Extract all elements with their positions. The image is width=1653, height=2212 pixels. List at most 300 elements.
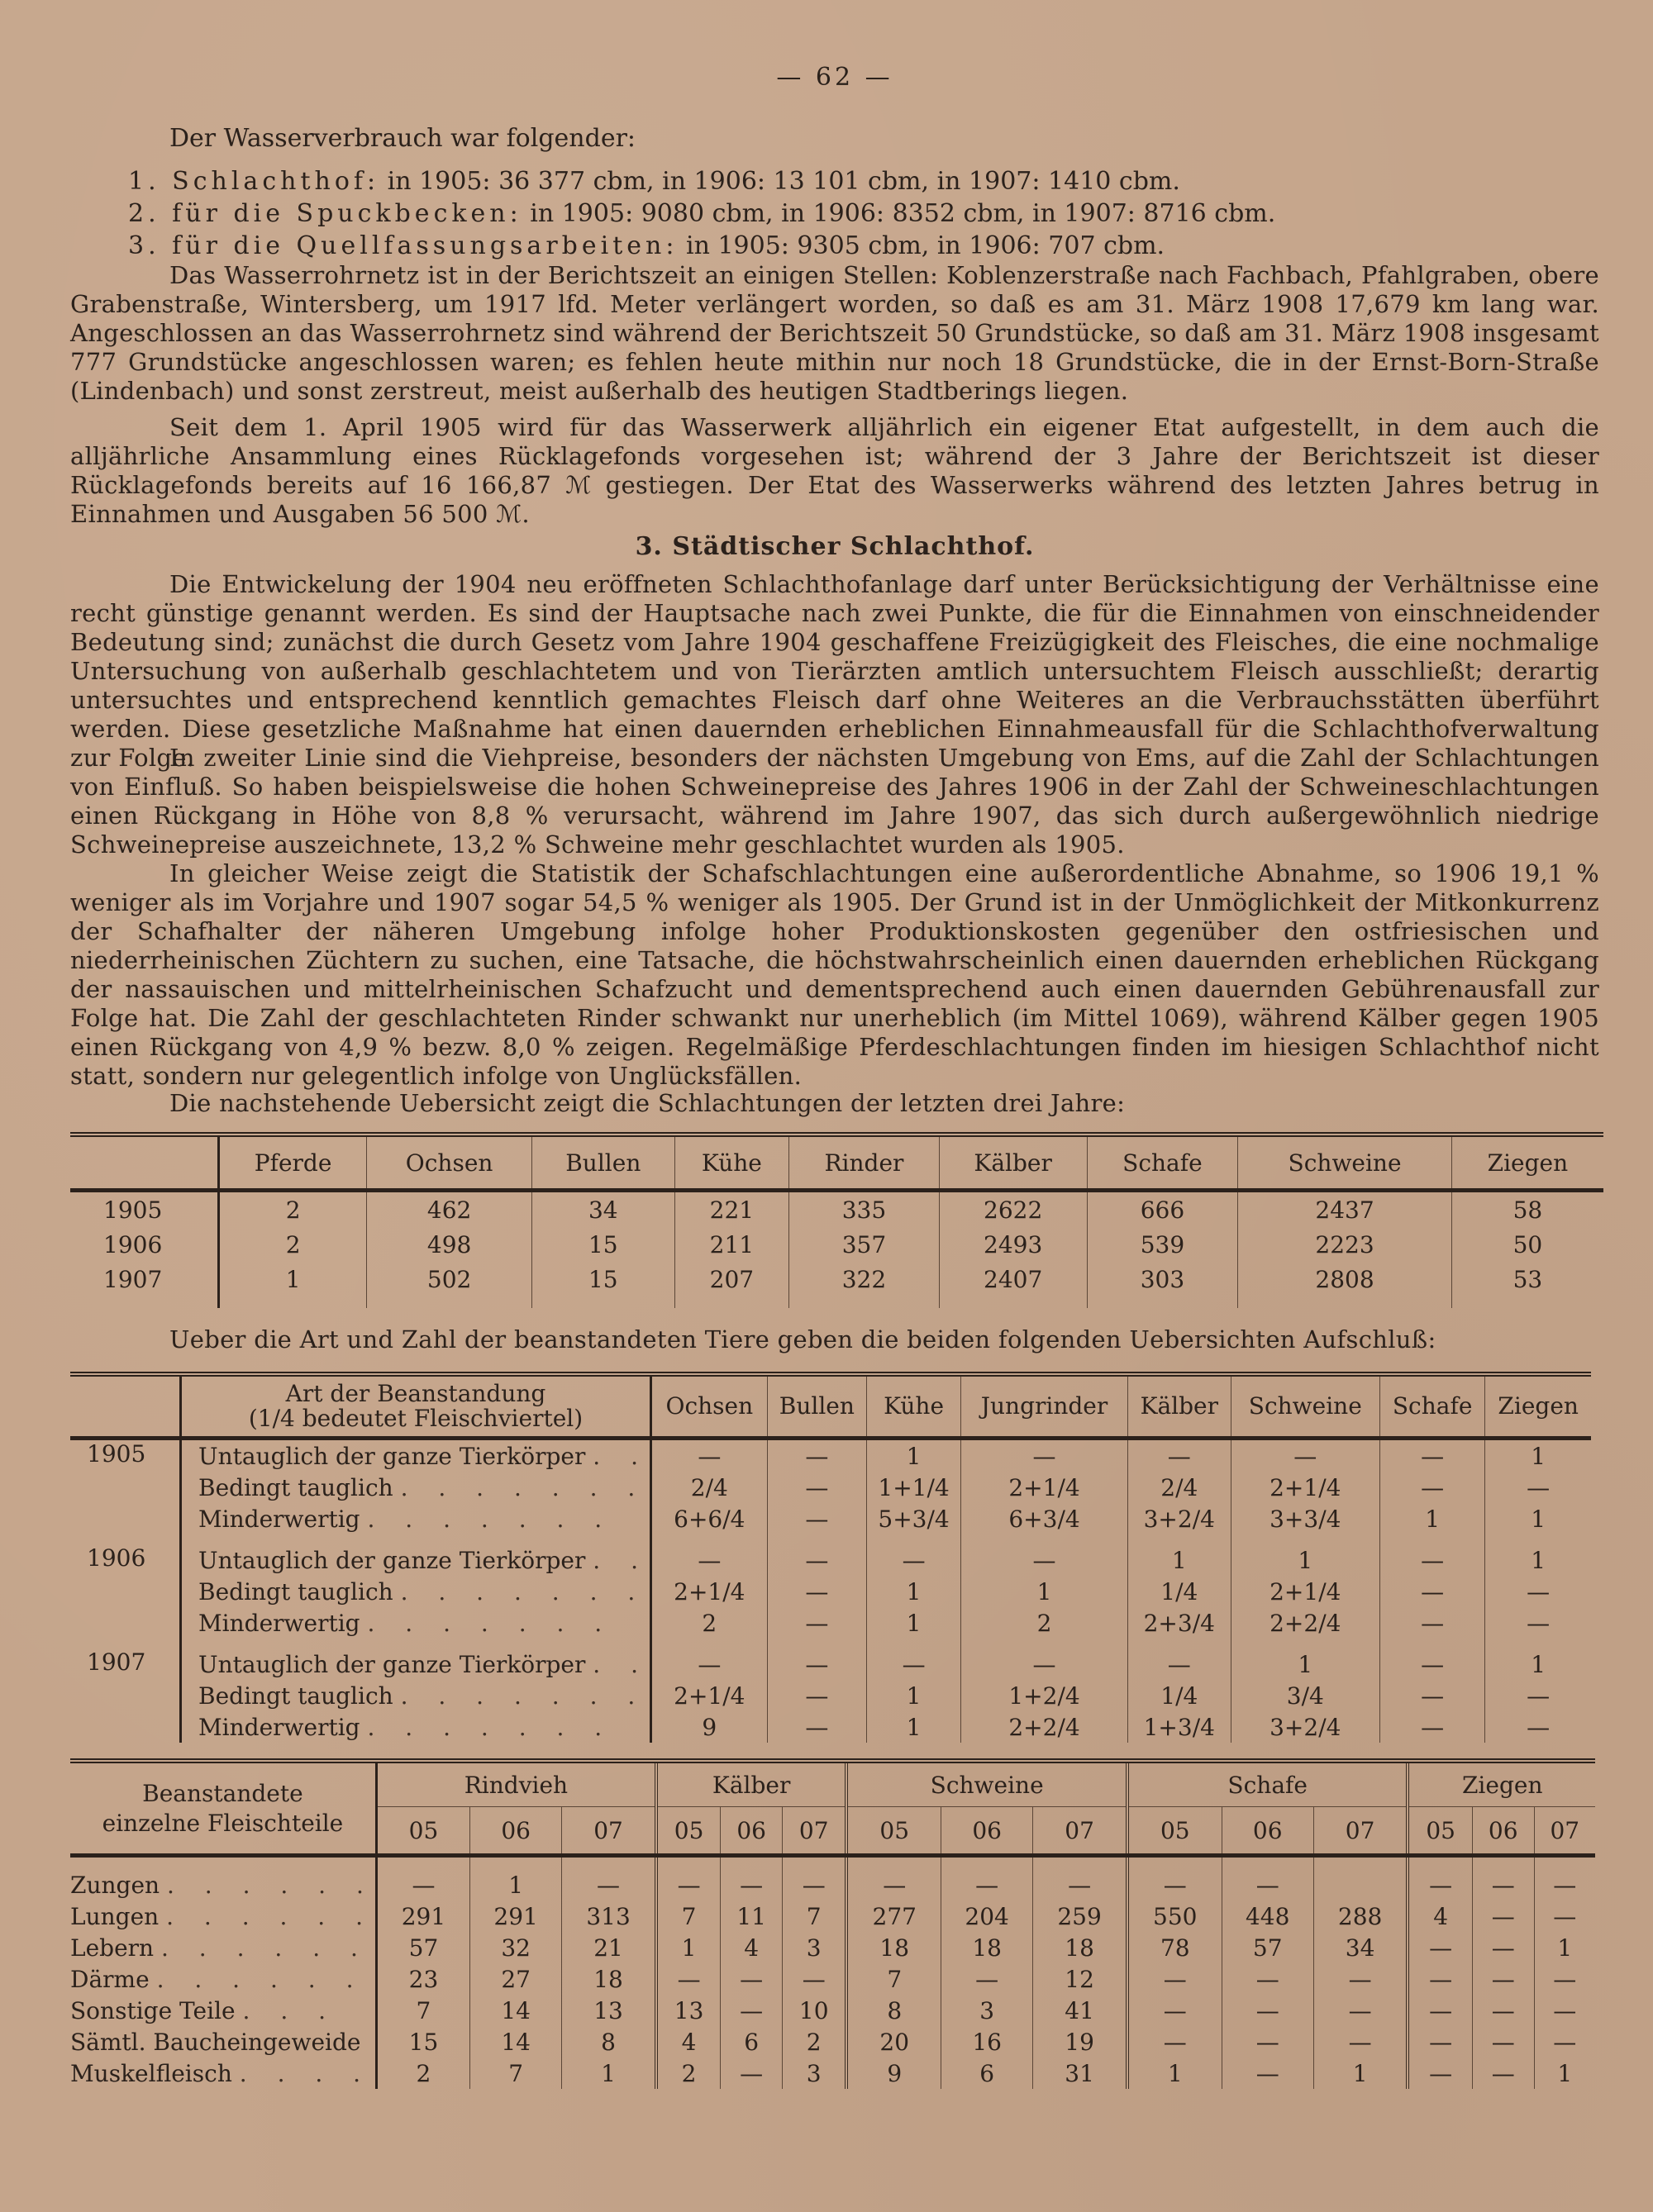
leader-dots: . . . bbox=[242, 1996, 338, 2024]
value-cell: — bbox=[1472, 1932, 1534, 1963]
paragraph-slaughterhouse-development: Die Entwickelung der 1904 neu eröffneten Schlachthofanlage darf unter Berücksichtigung der Verhältnisse eine recht günstige genannt werden. Es sind der Hauptsache nach zwei Punkte, die für die Einnahmen von einschneidender Bedeutung sind; zunächst die durch Gesetz vom Jahre 1904 geschaffene Freizügigkeit des Fleisches, die eine nochmalige Untersuchung von außerhalb geschlachtetem und von Tierärzten amtlich untersuchtem Fleisch ausschließt; derartig untersuchtes und entsprechend kenntlich gemachtes Fleisch darf ohne Weiteres an die Verbrauchsstätten überführt werden. Diese gesetzliche Maßnahme hat einen dauernden erheblichen Einnahmeausfall für die Schlachthofverwaltung zur Folge. bbox=[70, 570, 1599, 772]
year-subheader: 06 bbox=[470, 1807, 562, 1856]
value-cell: 11 bbox=[721, 1900, 783, 1932]
value-cell: — bbox=[721, 2057, 783, 2089]
value-cell: — bbox=[961, 1544, 1128, 1576]
value-cell: 7 bbox=[846, 1963, 941, 1995]
value-cell: — bbox=[1472, 2026, 1534, 2057]
column-header: Kälber bbox=[1127, 1374, 1231, 1439]
value-cell: — bbox=[867, 1544, 961, 1576]
value-cell: 1+1/4 bbox=[867, 1472, 961, 1503]
slaughter-table bbox=[70, 1132, 1603, 1308]
value-cell: 8 bbox=[562, 2026, 656, 2057]
value-cell: 303 bbox=[1087, 1262, 1238, 1308]
value-cell: 277 bbox=[846, 1900, 941, 1932]
meat-part-cell bbox=[70, 2026, 376, 2057]
year-subheader: 06 bbox=[1472, 1807, 1534, 1856]
rejected-meat-parts-table bbox=[70, 1758, 1595, 2089]
value-cell: — bbox=[721, 1856, 783, 1901]
value-cell: — bbox=[721, 1995, 783, 2026]
table-row bbox=[70, 1439, 1591, 1472]
year-subheader: 06 bbox=[941, 1807, 1033, 1856]
value-cell: — bbox=[376, 1856, 469, 1901]
rejection-type-label: Untauglich der ganze Tierkörper bbox=[198, 1546, 586, 1574]
value-cell: 27 bbox=[470, 1963, 562, 1995]
meat-part-header: Beanstandete einzelne Fleischteile bbox=[70, 1761, 376, 1856]
spacer-cell bbox=[961, 1639, 1128, 1648]
value-cell: 291 bbox=[376, 1900, 469, 1932]
value-cell: 3+2/4 bbox=[1127, 1503, 1231, 1534]
value-cell: 3 bbox=[783, 1932, 847, 1963]
value-cell: 7 bbox=[470, 2057, 562, 2089]
section-heading: 3. Städtischer Schlachthof. bbox=[635, 532, 1035, 561]
value-cell: — bbox=[767, 1680, 866, 1711]
value-cell: 550 bbox=[1127, 1900, 1222, 1932]
year-cell: 1906 bbox=[70, 1544, 181, 1576]
value-cell: 58 bbox=[1512, 1196, 1543, 1224]
spacer-cell bbox=[1231, 1639, 1379, 1648]
value-cell: 15 bbox=[532, 1227, 675, 1262]
rejection-type-label: Bedingt tauglich bbox=[198, 1473, 393, 1501]
value-cell: — bbox=[1127, 1439, 1231, 1472]
value-cell: 18 bbox=[1033, 1932, 1127, 1963]
value-cell: 53 bbox=[1512, 1265, 1543, 1293]
column-header: Schweine bbox=[1238, 1135, 1452, 1191]
year-cell bbox=[70, 1576, 181, 1607]
rejection-type-cell bbox=[181, 1711, 651, 1743]
value-cell: — bbox=[1379, 1439, 1484, 1472]
year-cell: 1905 bbox=[70, 1439, 181, 1472]
value-cell: 32 bbox=[470, 1932, 562, 1963]
year-cell bbox=[70, 1607, 181, 1639]
value-cell: 8 bbox=[846, 1995, 941, 2026]
value-cell: 6 bbox=[941, 2057, 1033, 2089]
rejection-type-cell bbox=[181, 1544, 651, 1576]
meat-part-label: Sonstige Teile bbox=[70, 1996, 236, 2024]
year-subheader: 07 bbox=[783, 1807, 847, 1856]
value-cell: 15 bbox=[376, 2026, 469, 2057]
meat-part-label: Lebern bbox=[70, 1934, 155, 1962]
value-cell: 1 bbox=[219, 1262, 367, 1308]
value-cell: 7 bbox=[656, 1900, 721, 1932]
value-cell: 2+1/4 bbox=[1231, 1472, 1379, 1503]
meat-part-cell bbox=[70, 2057, 376, 2089]
column-header: Ochsen bbox=[367, 1135, 532, 1191]
year-subheader: 07 bbox=[562, 1807, 656, 1856]
value-cell: — bbox=[1379, 1472, 1484, 1503]
meat-part-label: Muskelfleisch bbox=[70, 2059, 232, 2087]
value-cell: — bbox=[1033, 1856, 1127, 1901]
spacer-cell bbox=[767, 1534, 866, 1544]
year-cell: 1907 bbox=[70, 1262, 219, 1308]
value-cell: — bbox=[767, 1711, 866, 1743]
value-cell: — bbox=[651, 1544, 768, 1576]
value-cell: 1 bbox=[1127, 1544, 1231, 1576]
paragraph-livestock-prices: In zweiter Linie sind die Viehpreise, besonders der nächsten Umgebung von Ems, auf die Zahl der Schlachtungen von Einfluß. So haben beispielsweise die hohen Schweinepreise des Jahres 1906 in der Zahl der Schweineschlachtungen einen Rückgang in Höhe von 8,8 % verursacht, während im Jahre 1907, das sich durch außergewöhnlich niedrige Schweinepreise auszeichnete, 13,2 % Schweine mehr geschlachtet wurden als 1905. bbox=[70, 744, 1599, 859]
column-header: Rinder bbox=[789, 1135, 940, 1191]
table-row bbox=[70, 1191, 1603, 1228]
value-cell: — bbox=[1408, 1995, 1472, 2026]
spacer-cell bbox=[767, 1639, 866, 1648]
value-cell: 1 bbox=[961, 1576, 1128, 1607]
rejection-type-cell bbox=[181, 1503, 651, 1534]
value-cell: — bbox=[941, 1963, 1033, 1995]
spacer-cell bbox=[651, 1534, 768, 1544]
value-cell: 448 bbox=[1222, 1900, 1313, 1932]
value-cell: 1+2/4 bbox=[961, 1680, 1128, 1711]
meat-part-cell bbox=[70, 1963, 376, 1995]
value-cell: 204 bbox=[941, 1900, 1033, 1932]
spacer-cell bbox=[70, 1534, 181, 1544]
value-cell: 207 bbox=[674, 1262, 789, 1308]
value-cell: — bbox=[1553, 1996, 1577, 2024]
value-cell: 9 bbox=[846, 2057, 941, 2089]
meat-part-label: Zungen bbox=[70, 1871, 160, 1899]
year-cell: 1905 bbox=[70, 1191, 219, 1228]
paragraph-water-network: Das Wasserrohrnetz ist in der Berichtszeit an einigen Stellen: Koblenzerstraße nach Fachbach, Pfahlgraben, obere Grabenstraße, Wintersberg, um 1917 lfd. Meter verlängert worden, so daß es am 31. März 1908 17,679 km lang war. Angeschlossen an das Wasserrohrnetz sind während der Berichtszeit 50 Grundstücke, so daß am 31. März 1908 insgesamt 777 Grundstücke angeschlossen waren; es fehlen heute mithin nur noch 18 Grundstücke, die in der Ernst-Born-Straße (Lindenbach) und sonst zerstreut, meist außerhalb des heutigen Stadtberings liegen. bbox=[70, 261, 1599, 405]
table-row bbox=[70, 1995, 1595, 2026]
value-cell: — bbox=[1553, 2028, 1577, 2056]
year-subheader: 05 bbox=[656, 1807, 721, 1856]
value-cell: 221 bbox=[674, 1191, 789, 1228]
value-cell: 5+3/4 bbox=[867, 1503, 961, 1534]
rejection-type-label: Minderwertig bbox=[198, 1713, 360, 1741]
leader-dots: . . . . . . . bbox=[400, 1473, 647, 1501]
value-cell: 2 bbox=[783, 2026, 847, 2057]
value-cell: — bbox=[1472, 1995, 1534, 2026]
meat-part-label: Lungen bbox=[70, 1902, 160, 1930]
value-cell: — bbox=[1127, 1648, 1231, 1680]
value-cell: — bbox=[1379, 1680, 1484, 1711]
value-cell: 2 bbox=[376, 2057, 469, 2089]
rejection-type-label: Minderwertig bbox=[198, 1505, 360, 1533]
value-cell: 1 bbox=[867, 1439, 961, 1472]
year-cell: 1906 bbox=[70, 1227, 219, 1262]
leader-dots: . . . . . . bbox=[166, 1902, 374, 1930]
value-cell: — bbox=[961, 1439, 1128, 1472]
spacer-cell bbox=[1485, 1534, 1591, 1544]
table-row bbox=[70, 1607, 1591, 1639]
value-cell: — bbox=[1313, 1995, 1408, 2026]
table-row bbox=[70, 1932, 1595, 1963]
table-row bbox=[70, 1900, 1595, 1932]
column-header: Schweine bbox=[1231, 1374, 1379, 1439]
value-cell: 34 bbox=[532, 1191, 675, 1228]
value-cell: 1/4 bbox=[1127, 1680, 1231, 1711]
value-cell: 2+1/4 bbox=[1231, 1576, 1379, 1607]
value-cell: — bbox=[1472, 1900, 1534, 1932]
year-subheader: 05 bbox=[1408, 1807, 1472, 1856]
value-cell: 335 bbox=[789, 1191, 940, 1228]
spacer-cell bbox=[1485, 1639, 1591, 1648]
column-header: Jungrinder bbox=[961, 1374, 1128, 1439]
value-cell: 2 bbox=[961, 1607, 1128, 1639]
value-cell: 2 bbox=[651, 1607, 768, 1639]
value-cell: — bbox=[1408, 1963, 1472, 1995]
value-cell: — bbox=[1379, 1711, 1484, 1743]
value-cell: 1 bbox=[1557, 1934, 1573, 1962]
value-cell: — bbox=[783, 1963, 847, 1995]
group-header: Ziegen bbox=[1408, 1761, 1595, 1807]
value-cell: — bbox=[961, 1648, 1128, 1680]
table-row bbox=[70, 2026, 1595, 2057]
year-subheader: 05 bbox=[846, 1807, 941, 1856]
table-row bbox=[70, 1576, 1591, 1607]
value-cell: 1 bbox=[1531, 1546, 1546, 1574]
value-cell: 7 bbox=[783, 1900, 847, 1932]
value-cell: 31 bbox=[1033, 2057, 1127, 2089]
value-cell: — bbox=[941, 1856, 1033, 1901]
value-cell: — bbox=[1472, 1963, 1534, 1995]
column-header: Kälber bbox=[939, 1135, 1087, 1191]
value-cell: 2407 bbox=[939, 1262, 1087, 1308]
value-cell: 34 bbox=[1313, 1932, 1408, 1963]
rejection-type-header: Art der Beanstandung (1/4 bedeutet Fleischviertel) bbox=[181, 1374, 651, 1439]
table-group-header-row bbox=[70, 1761, 1595, 1807]
value-cell bbox=[1313, 1856, 1408, 1901]
page-number: — 62 — bbox=[776, 63, 893, 92]
value-cell: 2+2/4 bbox=[961, 1711, 1128, 1743]
value-cell: — bbox=[767, 1439, 866, 1472]
value-cell: — bbox=[1231, 1439, 1379, 1472]
table-row bbox=[70, 1227, 1603, 1262]
value-cell: — bbox=[1472, 1856, 1534, 1901]
value-cell: — bbox=[1379, 1607, 1484, 1639]
value-cell: — bbox=[1408, 1932, 1472, 1963]
value-cell: — bbox=[867, 1648, 961, 1680]
column-header: Ziegen bbox=[1451, 1135, 1603, 1191]
group-header: Kälber bbox=[656, 1761, 846, 1807]
leader-dots: . . . . . . bbox=[160, 1934, 369, 1962]
table-row bbox=[70, 2057, 1595, 2089]
value-cell: — bbox=[1527, 1713, 1551, 1741]
table-header-row bbox=[70, 1374, 1591, 1439]
value-cell: — bbox=[1379, 1576, 1484, 1607]
value-cell: — bbox=[767, 1503, 866, 1534]
year-cell bbox=[70, 1503, 181, 1534]
group-spacer bbox=[70, 1534, 1591, 1544]
value-cell: 1 bbox=[867, 1576, 961, 1607]
leader-dots: . . . . . . bbox=[166, 1871, 375, 1899]
value-cell: — bbox=[767, 1544, 866, 1576]
leader-dots: . . bbox=[593, 1650, 650, 1678]
value-cell: — bbox=[846, 1856, 941, 1901]
value-cell: 6 bbox=[721, 2026, 783, 2057]
table-row bbox=[70, 1711, 1591, 1743]
spacer-cell bbox=[1379, 1534, 1484, 1544]
value-cell: 15 bbox=[532, 1262, 675, 1308]
value-cell: 57 bbox=[376, 1932, 469, 1963]
value-cell: 2808 bbox=[1238, 1262, 1452, 1308]
value-cell: 1 bbox=[1379, 1503, 1484, 1534]
value-cell: 3+3/4 bbox=[1231, 1503, 1379, 1534]
rejection-type-label: Bedingt tauglich bbox=[198, 1682, 393, 1710]
value-cell: — bbox=[1127, 1995, 1222, 2026]
meat-part-cell bbox=[70, 1932, 376, 1963]
value-cell: — bbox=[767, 1576, 866, 1607]
leader-dots: . . . . . . . bbox=[367, 1713, 614, 1741]
value-cell: 259 bbox=[1033, 1900, 1127, 1932]
leader-dots: . . bbox=[593, 1546, 650, 1574]
spacer-cell bbox=[181, 1639, 651, 1648]
value-cell: — bbox=[1222, 1963, 1313, 1995]
value-cell: — bbox=[1408, 1856, 1472, 1901]
spacer-cell bbox=[867, 1534, 961, 1544]
value-cell: 16 bbox=[941, 2026, 1033, 2057]
value-cell: 3/4 bbox=[1231, 1680, 1379, 1711]
value-cell: 10 bbox=[783, 1995, 847, 2026]
rejection-type-cell bbox=[181, 1576, 651, 1607]
list-item: 2. für die Spuckbecken: in 1905: 9080 cbm, in 1906: 8352 cbm, in 1907: 8716 cbm. bbox=[128, 199, 1276, 228]
value-cell: — bbox=[651, 1439, 768, 1472]
value-cell: — bbox=[562, 1856, 656, 1901]
spacer-cell bbox=[181, 1534, 651, 1544]
rejection-type-label: Minderwertig bbox=[198, 1609, 360, 1637]
value-cell: 502 bbox=[367, 1262, 532, 1308]
list-item: 1. Schlachthof: in 1905: 36 377 cbm, in 1906: 13 101 cbm, in 1907: 1410 cbm. bbox=[128, 167, 1180, 196]
value-cell: 1 bbox=[656, 1932, 721, 1963]
table-row bbox=[70, 1680, 1591, 1711]
value-cell: 1 bbox=[1557, 2059, 1573, 2087]
spacer-cell bbox=[1379, 1639, 1484, 1648]
rejection-type-label: Untauglich der ganze Tierkörper bbox=[198, 1650, 586, 1678]
value-cell: 1 bbox=[867, 1607, 961, 1639]
value-cell: 3 bbox=[783, 2057, 847, 2089]
value-cell: 2223 bbox=[1238, 1227, 1452, 1262]
value-cell: 2+3/4 bbox=[1127, 1607, 1231, 1639]
value-cell: 14 bbox=[470, 1995, 562, 2026]
year-header bbox=[70, 1135, 219, 1191]
value-cell: 2+2/4 bbox=[1231, 1607, 1379, 1639]
spacer-cell bbox=[867, 1639, 961, 1648]
leader-dots: . . . . bbox=[239, 2059, 373, 2087]
value-cell: — bbox=[1127, 1856, 1222, 1901]
year-subheader: 06 bbox=[1222, 1807, 1313, 1856]
year-subheader: 07 bbox=[1313, 1807, 1408, 1856]
meat-part-cell bbox=[70, 1995, 376, 2026]
value-cell: — bbox=[1313, 1963, 1408, 1995]
value-cell: 462 bbox=[367, 1191, 532, 1228]
value-cell: 1 bbox=[1231, 1648, 1379, 1680]
value-cell: — bbox=[1527, 1609, 1551, 1637]
leader-dots: . . . . . . . bbox=[367, 1505, 614, 1533]
value-cell: 20 bbox=[846, 2026, 941, 2057]
value-cell: — bbox=[1379, 1544, 1484, 1576]
spacer-cell bbox=[1231, 1534, 1379, 1544]
column-header: Bullen bbox=[767, 1374, 866, 1439]
paragraph-sheep-statistics: In gleicher Weise zeigt die Statistik der Schafschlachtungen eine außerordentliche Abnahme, so 1906 19,1 % weniger als im Vorjahre und 1907 sogar 54,5 % weniger als 1905. Der Grund ist in der Unmöglichkeit der Mitkonkurrenz der Schafhalter der näheren Umgebung infolge hoher Produktionskosten gegenüber den ostfriesischen und niederrheinischen Züchtern zu suchen, eine Tatsache, die höchstwahrscheinlich einen dauernden erheblichen Rückgang der nassauischen und mittelrheinischen Schafzucht und dementsprechend auch einen dauernden Gebührenausfall zur Folge hat. Die Zahl der geschlachteten Rinder schwankt nur unerheblich (im Mittel 1069), während Kälber gegen 1905 einen Rückgang von 4,9 % bezw. 8,0 % zeigen. Regelmäßige Pferdeschlachtungen finden im hiesigen Schlachthof nicht statt, sondern nur gelegentlich infolge von Unglücksfällen. bbox=[70, 859, 1599, 1090]
rejection-type-label: Bedingt tauglich bbox=[198, 1577, 393, 1605]
rejection-type-cell bbox=[181, 1607, 651, 1639]
value-cell: 1 bbox=[1531, 1442, 1546, 1470]
value-cell: 50 bbox=[1512, 1230, 1543, 1258]
value-cell: — bbox=[1527, 1473, 1551, 1501]
value-cell: — bbox=[1313, 2026, 1408, 2057]
value-cell: 313 bbox=[562, 1900, 656, 1932]
value-cell: 2+1/4 bbox=[651, 1680, 768, 1711]
column-header: Schafe bbox=[1379, 1374, 1484, 1439]
value-cell: — bbox=[1408, 2026, 1472, 2057]
table-row bbox=[70, 1856, 1595, 1901]
leader-dots: . . . . . . . bbox=[400, 1682, 647, 1710]
leader-dots: . . . . . . bbox=[156, 1965, 365, 1993]
value-cell: — bbox=[1553, 1902, 1577, 1930]
column-header: Kühe bbox=[674, 1135, 789, 1191]
value-cell: 1 bbox=[1531, 1650, 1546, 1678]
meat-part-label: Sämtl. Baucheingeweide bbox=[70, 2028, 361, 2056]
column-header: Pferde bbox=[219, 1135, 367, 1191]
value-cell: 9 bbox=[651, 1711, 768, 1743]
value-cell: — bbox=[1222, 2057, 1313, 2089]
value-cell: 14 bbox=[470, 2026, 562, 2057]
table-row bbox=[70, 1963, 1595, 1995]
value-cell: 3+2/4 bbox=[1231, 1711, 1379, 1743]
value-cell: 322 bbox=[789, 1262, 940, 1308]
table-row bbox=[70, 1503, 1591, 1534]
value-cell: — bbox=[656, 1963, 721, 1995]
table-row bbox=[70, 1262, 1603, 1308]
year-subheader: 05 bbox=[1127, 1807, 1222, 1856]
table2-caption: Ueber die Art und Zahl der beanstandeten Tiere geben die beiden folgenden Uebersichten Aufschluß: bbox=[169, 1325, 1436, 1353]
value-cell: — bbox=[783, 1856, 847, 1901]
column-header: Schafe bbox=[1087, 1135, 1238, 1191]
value-cell: — bbox=[721, 1963, 783, 1995]
value-cell: — bbox=[767, 1472, 866, 1503]
value-cell: 1 bbox=[1231, 1544, 1379, 1576]
leader-dots: . . . . . . . bbox=[367, 1609, 614, 1637]
value-cell: 357 bbox=[789, 1227, 940, 1262]
table-header-row bbox=[70, 1135, 1603, 1191]
value-cell: 19 bbox=[1033, 2026, 1127, 2057]
year-subheader: 07 bbox=[1534, 1807, 1595, 1856]
meat-part-cell bbox=[70, 1856, 376, 1901]
value-cell: 2622 bbox=[939, 1191, 1087, 1228]
value-cell: 2+1/4 bbox=[651, 1576, 768, 1607]
rejected-animals-table bbox=[70, 1372, 1591, 1743]
spacer-cell bbox=[961, 1534, 1128, 1544]
rejection-type-cell bbox=[181, 1680, 651, 1711]
leader-dots: . . . . . . . bbox=[400, 1577, 647, 1605]
value-cell: 23 bbox=[376, 1963, 469, 1995]
value-cell: 539 bbox=[1087, 1227, 1238, 1262]
table-row bbox=[70, 1648, 1591, 1680]
value-cell: 6+6/4 bbox=[651, 1503, 768, 1534]
value-cell: 291 bbox=[470, 1900, 562, 1932]
value-cell: — bbox=[1553, 1965, 1577, 1993]
value-cell: — bbox=[656, 1856, 721, 1901]
rejection-type-cell bbox=[181, 1648, 651, 1680]
value-cell: 4 bbox=[656, 2026, 721, 2057]
spacer-cell bbox=[70, 1639, 181, 1648]
value-cell: 4 bbox=[1408, 1900, 1472, 1932]
value-cell: — bbox=[1408, 2057, 1472, 2089]
water-consumption-list bbox=[128, 165, 1574, 262]
value-cell: — bbox=[1222, 1995, 1313, 2026]
value-cell: — bbox=[1379, 1648, 1484, 1680]
value-cell: — bbox=[767, 1607, 866, 1639]
value-cell: 1 bbox=[1531, 1505, 1546, 1533]
value-cell: 1 bbox=[1127, 2057, 1222, 2089]
value-cell: 57 bbox=[1222, 1932, 1313, 1963]
year-header bbox=[70, 1374, 181, 1439]
meat-part-cell bbox=[70, 1900, 376, 1932]
value-cell: — bbox=[1553, 1871, 1577, 1899]
value-cell: 1+3/4 bbox=[1127, 1711, 1231, 1743]
rejection-type-cell bbox=[181, 1472, 651, 1503]
value-cell: 498 bbox=[367, 1227, 532, 1262]
value-cell: — bbox=[767, 1648, 866, 1680]
value-cell: — bbox=[1527, 1577, 1551, 1605]
